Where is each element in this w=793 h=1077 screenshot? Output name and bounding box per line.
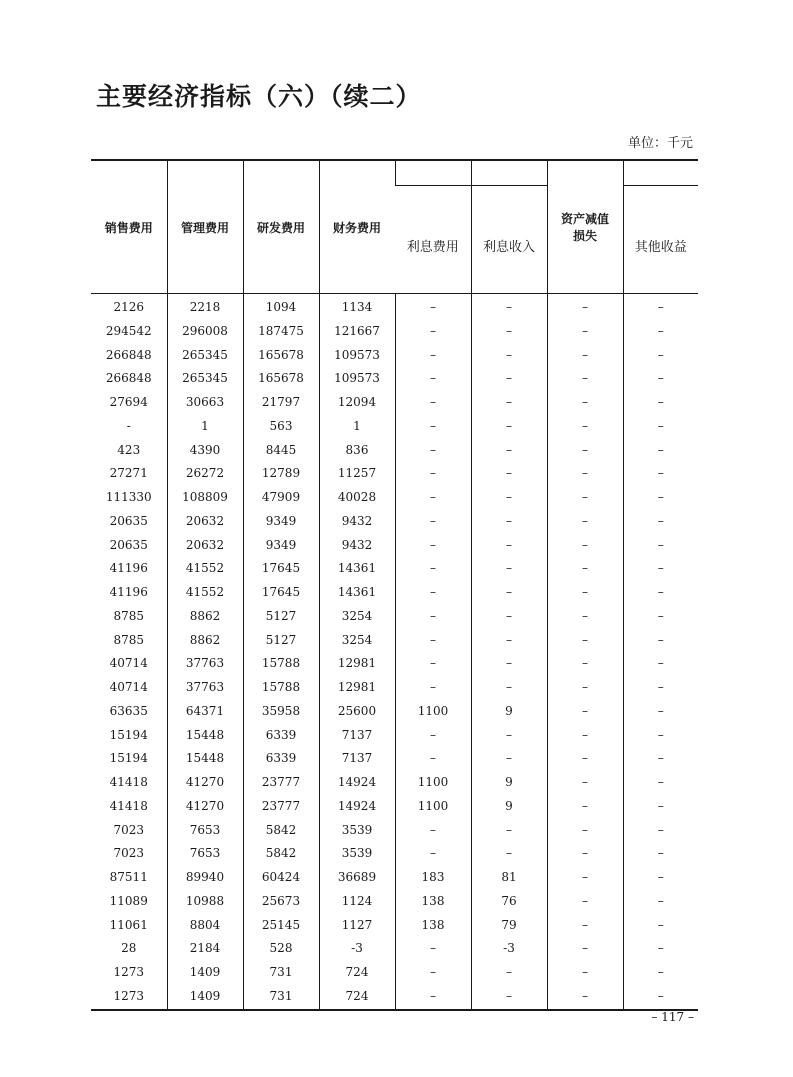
cell-interest-expense: 1100 xyxy=(395,700,471,724)
cell-other-income: – xyxy=(623,961,698,985)
cell-finance: 3539 xyxy=(319,819,395,843)
cell-other-income: – xyxy=(623,439,698,463)
cell-impairment: – xyxy=(547,344,623,368)
cell-sales: 11089 xyxy=(109,893,148,908)
cell-rd: 21797 xyxy=(243,391,319,415)
cell-impairment: – xyxy=(547,294,623,320)
table-row xyxy=(91,914,698,938)
cell-rd: 5842 xyxy=(243,819,319,843)
cell-other-income: – xyxy=(623,581,698,605)
cell-rd: 25673 xyxy=(243,890,319,914)
table-row xyxy=(91,605,698,629)
cell-admin: 265345 xyxy=(167,367,243,391)
cell-impairment: – xyxy=(547,367,623,391)
cell-finance: 14924 xyxy=(319,795,395,819)
cell-sales: 111330 xyxy=(105,490,152,504)
cell-admin: 2184 xyxy=(167,937,243,961)
col-header-group-cell xyxy=(471,160,547,186)
cell-admin: 2218 xyxy=(167,294,243,320)
cell-finance: 40028 xyxy=(319,486,395,510)
cell-interest-income: – xyxy=(471,294,547,320)
table-row xyxy=(91,344,698,368)
table-row xyxy=(91,294,698,320)
cell-rd: 35958 xyxy=(243,700,319,724)
cell-interest-income: – xyxy=(471,510,547,534)
col-header-group-cell xyxy=(623,160,698,186)
cell-finance: 7137 xyxy=(319,724,395,748)
cell-finance: 14361 xyxy=(319,581,395,605)
cell-rd: 165678 xyxy=(243,344,319,368)
cell-interest-income: 76 xyxy=(471,890,547,914)
cell-rd: 15788 xyxy=(243,652,319,676)
cell-interest-income: – xyxy=(471,557,547,581)
cell-interest-income: -3 xyxy=(471,937,547,961)
cell-admin: 8804 xyxy=(167,914,243,938)
cell-impairment: – xyxy=(547,510,623,534)
cell-rd: 563 xyxy=(243,415,319,439)
cell-rd: 1094 xyxy=(243,294,319,320)
cell-interest-income: – xyxy=(471,819,547,843)
cell-sales: 266848 xyxy=(105,371,152,386)
cell-finance: 14361 xyxy=(319,557,395,581)
cell-sales: 423 xyxy=(117,442,141,457)
cell-admin: 41270 xyxy=(167,771,243,795)
table-row xyxy=(91,510,698,534)
table-row xyxy=(91,961,698,985)
cell-rd: 23777 xyxy=(243,795,319,819)
table-row xyxy=(91,985,698,1010)
cell-finance: 724 xyxy=(319,985,395,1010)
cell-other-income: – xyxy=(623,462,698,486)
cell-admin: 20632 xyxy=(167,510,243,534)
cell-other-income: – xyxy=(623,605,698,629)
cell-rd: 17645 xyxy=(243,581,319,605)
cell-sales: 27271 xyxy=(109,466,148,481)
cell-finance: 1124 xyxy=(319,890,395,914)
table-row xyxy=(91,771,698,795)
cell-interest-expense: – xyxy=(395,961,471,985)
col-header-finance: 财务费用 xyxy=(319,160,395,294)
cell-interest-income: – xyxy=(471,320,547,344)
cell-sales: 1273 xyxy=(91,985,167,1010)
cell-sales: 27694 xyxy=(109,395,148,409)
cell-sales: 15194 xyxy=(109,751,148,766)
cell-interest-expense: – xyxy=(395,415,471,439)
cell-impairment: – xyxy=(547,320,623,344)
cell-other-income: – xyxy=(623,367,698,391)
cell-impairment: – xyxy=(547,629,623,653)
cell-rd: 8445 xyxy=(243,439,319,463)
cell-admin: 296008 xyxy=(167,320,243,344)
cell-interest-income: 9 xyxy=(471,795,547,819)
unit-label: 单位：千元 xyxy=(627,136,693,151)
cell-other-income: – xyxy=(623,890,698,914)
cell-impairment: – xyxy=(547,985,623,1010)
cell-sales: 20635 xyxy=(109,513,148,528)
cell-rd: 15788 xyxy=(243,676,319,700)
cell-interest-expense: – xyxy=(395,629,471,653)
cell-interest-expense: – xyxy=(395,391,471,415)
cell-finance: 12094 xyxy=(319,391,395,415)
cell-finance: -3 xyxy=(319,937,395,961)
cell-interest-expense: – xyxy=(395,724,471,748)
cell-rd: 731 xyxy=(243,961,319,985)
cell-interest-expense: – xyxy=(395,557,471,581)
cell-other-income: – xyxy=(623,629,698,653)
cell-interest-expense: – xyxy=(395,819,471,843)
cell-interest-expense: – xyxy=(395,320,471,344)
cell-sales: 41196 xyxy=(109,585,148,599)
cell-sales: 87511 xyxy=(109,870,148,884)
table-row xyxy=(91,747,698,771)
table-row xyxy=(91,819,698,843)
table-row xyxy=(91,652,698,676)
cell-other-income: – xyxy=(623,415,698,439)
cell-finance: 724 xyxy=(319,961,395,985)
cell-finance: 11257 xyxy=(319,462,395,486)
cell-admin: 30663 xyxy=(167,391,243,415)
cell-finance: 1 xyxy=(319,415,395,439)
cell-rd: 9349 xyxy=(243,510,319,534)
cell-impairment: – xyxy=(547,391,623,415)
cell-interest-income: – xyxy=(471,985,547,1010)
cell-impairment: – xyxy=(547,771,623,795)
cell-other-income: – xyxy=(623,700,698,724)
table-row xyxy=(91,439,698,463)
cell-rd: 165678 xyxy=(243,367,319,391)
cell-interest-income: – xyxy=(471,676,547,700)
cell-rd: 187475 xyxy=(243,320,319,344)
cell-finance: 836 xyxy=(319,439,395,463)
table-row xyxy=(91,391,698,415)
cell-sales: 40714 xyxy=(109,680,148,694)
cell-admin: 37763 xyxy=(167,676,243,700)
cell-other-income: – xyxy=(623,294,698,320)
cell-finance: 109573 xyxy=(319,344,395,368)
cell-interest-expense: – xyxy=(395,534,471,558)
cell-admin: 15448 xyxy=(167,724,243,748)
cell-sales: 41196 xyxy=(109,561,148,576)
cell-impairment: – xyxy=(547,581,623,605)
cell-interest-expense: 1100 xyxy=(395,795,471,819)
cell-interest-income: – xyxy=(471,842,547,866)
cell-sales: 63635 xyxy=(109,703,148,718)
cell-finance: 1127 xyxy=(319,914,395,938)
cell-sales: 28 xyxy=(121,941,137,956)
cell-other-income: – xyxy=(623,486,698,510)
cell-rd: 6339 xyxy=(243,724,319,748)
col-header-other-income: 其他收益 xyxy=(623,186,698,294)
cell-interest-expense: 138 xyxy=(395,914,471,938)
cell-admin: 108809 xyxy=(167,486,243,510)
cell-admin: 7653 xyxy=(167,819,243,843)
page-title: 主要经济指标（六）（续二） xyxy=(96,82,422,111)
cell-interest-income: – xyxy=(471,391,547,415)
cell-other-income: – xyxy=(623,819,698,843)
cell-admin: 8862 xyxy=(167,605,243,629)
table-row xyxy=(91,557,698,581)
cell-interest-expense: – xyxy=(395,439,471,463)
cell-interest-income: – xyxy=(471,486,547,510)
table-row xyxy=(91,842,698,866)
cell-finance: 3254 xyxy=(319,629,395,653)
cell-rd: 47909 xyxy=(243,486,319,510)
cell-finance: 3539 xyxy=(319,842,395,866)
cell-rd: 731 xyxy=(243,985,319,1010)
cell-sales: 8785 xyxy=(113,608,145,623)
page-number: – 117 – xyxy=(651,1010,694,1024)
cell-admin: 265345 xyxy=(167,344,243,368)
cell-admin: 4390 xyxy=(167,439,243,463)
cell-interest-expense: – xyxy=(395,937,471,961)
cell-other-income: – xyxy=(623,842,698,866)
cell-sales: 294542 xyxy=(105,323,152,338)
cell-impairment: – xyxy=(547,462,623,486)
cell-other-income: – xyxy=(623,534,698,558)
col-header-impairment: 资产减值 损失 xyxy=(547,160,623,294)
cell-impairment: – xyxy=(547,747,623,771)
cell-interest-expense: – xyxy=(395,294,471,320)
cell-admin: 41552 xyxy=(167,557,243,581)
cell-sales: 11061 xyxy=(109,917,148,932)
cell-interest-expense: – xyxy=(395,462,471,486)
cell-rd: 12789 xyxy=(243,462,319,486)
col-header-interest-income: 利息收入 xyxy=(471,186,547,294)
cell-admin: 7653 xyxy=(167,842,243,866)
cell-impairment: – xyxy=(547,937,623,961)
table-row xyxy=(91,629,698,653)
cell-impairment: – xyxy=(547,819,623,843)
table-row xyxy=(91,320,698,344)
cell-sales: 7023 xyxy=(113,846,145,861)
cell-rd: 23777 xyxy=(243,771,319,795)
cell-interest-expense: – xyxy=(395,367,471,391)
cell-finance: 12981 xyxy=(319,652,395,676)
cell-admin: 15448 xyxy=(167,747,243,771)
cell-sales: 7023 xyxy=(113,822,145,837)
cell-sales: 15194 xyxy=(109,727,148,742)
cell-sales: 8785 xyxy=(113,632,145,647)
cell-rd: 9349 xyxy=(243,534,319,558)
cell-impairment: – xyxy=(547,486,623,510)
table-row xyxy=(91,462,698,486)
cell-other-income: – xyxy=(623,724,698,748)
cell-impairment: – xyxy=(547,842,623,866)
cell-finance: 1134 xyxy=(319,294,395,320)
table-row xyxy=(91,724,698,748)
cell-interest-income: – xyxy=(471,605,547,629)
cell-interest-expense: 1100 xyxy=(395,771,471,795)
cell-impairment: – xyxy=(547,652,623,676)
cell-other-income: – xyxy=(623,391,698,415)
col-header-admin: 管理费用 xyxy=(167,160,243,294)
cell-interest-expense: – xyxy=(395,486,471,510)
cell-interest-income: – xyxy=(471,652,547,676)
table-row xyxy=(91,534,698,558)
cell-impairment: – xyxy=(547,534,623,558)
table-row xyxy=(91,367,698,391)
cell-finance: 7137 xyxy=(319,747,395,771)
cell-interest-income: – xyxy=(471,439,547,463)
table-row xyxy=(91,676,698,700)
cell-admin: 41552 xyxy=(167,581,243,605)
table-row xyxy=(91,486,698,510)
cell-interest-expense: – xyxy=(395,985,471,1010)
cell-sales: 40714 xyxy=(109,656,148,671)
table-row xyxy=(91,581,698,605)
cell-other-income: – xyxy=(623,652,698,676)
table-row xyxy=(91,890,698,914)
cell-interest-expense: – xyxy=(395,605,471,629)
cell-admin: 89940 xyxy=(167,866,243,890)
cell-admin: 1409 xyxy=(167,961,243,985)
cell-other-income: – xyxy=(623,914,698,938)
cell-other-income: – xyxy=(623,795,698,819)
cell-finance: 109573 xyxy=(319,367,395,391)
cell-rd: 17645 xyxy=(243,557,319,581)
cell-other-income: – xyxy=(623,557,698,581)
cell-interest-income: – xyxy=(471,462,547,486)
cell-interest-income: – xyxy=(471,961,547,985)
cell-finance: 14924 xyxy=(319,771,395,795)
table-row xyxy=(91,937,698,961)
cell-finance: 121667 xyxy=(319,320,395,344)
cell-impairment: – xyxy=(547,914,623,938)
cell-other-income: – xyxy=(623,866,698,890)
cell-sales: 20635 xyxy=(109,537,148,552)
cell-impairment: – xyxy=(547,961,623,985)
cell-admin: 64371 xyxy=(167,700,243,724)
col-header-interest-expense: 利息费用 xyxy=(395,186,471,294)
cell-sales: 266848 xyxy=(105,347,152,362)
cell-impairment: – xyxy=(547,890,623,914)
cell-interest-expense: – xyxy=(395,842,471,866)
cell-finance: 12981 xyxy=(319,676,395,700)
cell-sales: 41418 xyxy=(109,798,148,813)
col-header-group-cell xyxy=(395,160,471,186)
cell-interest-income: – xyxy=(471,367,547,391)
cell-impairment: – xyxy=(547,557,623,581)
cell-admin: 37763 xyxy=(167,652,243,676)
cell-interest-expense: – xyxy=(395,510,471,534)
cell-interest-expense: 183 xyxy=(395,866,471,890)
cell-interest-income: 9 xyxy=(471,700,547,724)
cell-impairment: – xyxy=(547,415,623,439)
cell-interest-income: 81 xyxy=(471,866,547,890)
cell-rd: 6339 xyxy=(243,747,319,771)
cell-sales: 41418 xyxy=(109,775,148,789)
cell-interest-income: – xyxy=(471,534,547,558)
cell-rd: 25145 xyxy=(243,914,319,938)
cell-interest-income: – xyxy=(471,581,547,605)
cell-impairment: – xyxy=(547,724,623,748)
cell-other-income: – xyxy=(623,510,698,534)
cell-impairment: – xyxy=(547,439,623,463)
cell-interest-expense: 138 xyxy=(395,890,471,914)
cell-sales: 2126 xyxy=(113,300,145,314)
cell-finance: 9432 xyxy=(319,510,395,534)
col-header-rd: 研发费用 xyxy=(243,160,319,294)
cell-interest-income: – xyxy=(471,629,547,653)
col-header-sales: 销售费用 xyxy=(91,160,167,294)
cell-admin: 1 xyxy=(167,415,243,439)
table-row xyxy=(91,700,698,724)
table-row xyxy=(91,866,698,890)
economic-indicators-table xyxy=(91,159,698,1011)
cell-other-income: – xyxy=(623,320,698,344)
cell-other-income: – xyxy=(623,676,698,700)
cell-interest-expense: – xyxy=(395,652,471,676)
cell-interest-income: – xyxy=(471,747,547,771)
cell-rd: 5842 xyxy=(243,842,319,866)
cell-interest-income: 79 xyxy=(471,914,547,938)
cell-interest-expense: – xyxy=(395,676,471,700)
cell-interest-expense: – xyxy=(395,344,471,368)
cell-impairment: – xyxy=(547,795,623,819)
cell-sales: - xyxy=(126,418,131,433)
cell-admin: 10988 xyxy=(167,890,243,914)
cell-other-income: – xyxy=(623,937,698,961)
cell-other-income: – xyxy=(623,985,698,1010)
cell-admin: 20632 xyxy=(167,534,243,558)
cell-other-income: – xyxy=(623,747,698,771)
cell-other-income: – xyxy=(623,771,698,795)
cell-rd: 5127 xyxy=(243,629,319,653)
cell-impairment: – xyxy=(547,605,623,629)
cell-interest-income: – xyxy=(471,724,547,748)
cell-finance: 3254 xyxy=(319,605,395,629)
cell-finance: 9432 xyxy=(319,534,395,558)
cell-sales: 1273 xyxy=(113,965,145,979)
cell-interest-income: 9 xyxy=(471,771,547,795)
cell-admin: 41270 xyxy=(167,795,243,819)
cell-admin: 1409 xyxy=(167,985,243,1010)
table-row xyxy=(91,795,698,819)
cell-rd: 528 xyxy=(243,937,319,961)
cell-finance: 36689 xyxy=(319,866,395,890)
cell-admin: 8862 xyxy=(167,629,243,653)
cell-rd: 5127 xyxy=(243,605,319,629)
cell-impairment: – xyxy=(547,700,623,724)
cell-interest-expense: – xyxy=(395,747,471,771)
cell-impairment: – xyxy=(547,866,623,890)
cell-impairment: – xyxy=(547,676,623,700)
cell-interest-expense: – xyxy=(395,581,471,605)
table-row xyxy=(91,415,698,439)
cell-other-income: – xyxy=(623,344,698,368)
cell-interest-income: – xyxy=(471,344,547,368)
cell-interest-income: – xyxy=(471,415,547,439)
cell-admin: 26272 xyxy=(167,462,243,486)
cell-rd: 60424 xyxy=(243,866,319,890)
cell-finance: 25600 xyxy=(319,700,395,724)
